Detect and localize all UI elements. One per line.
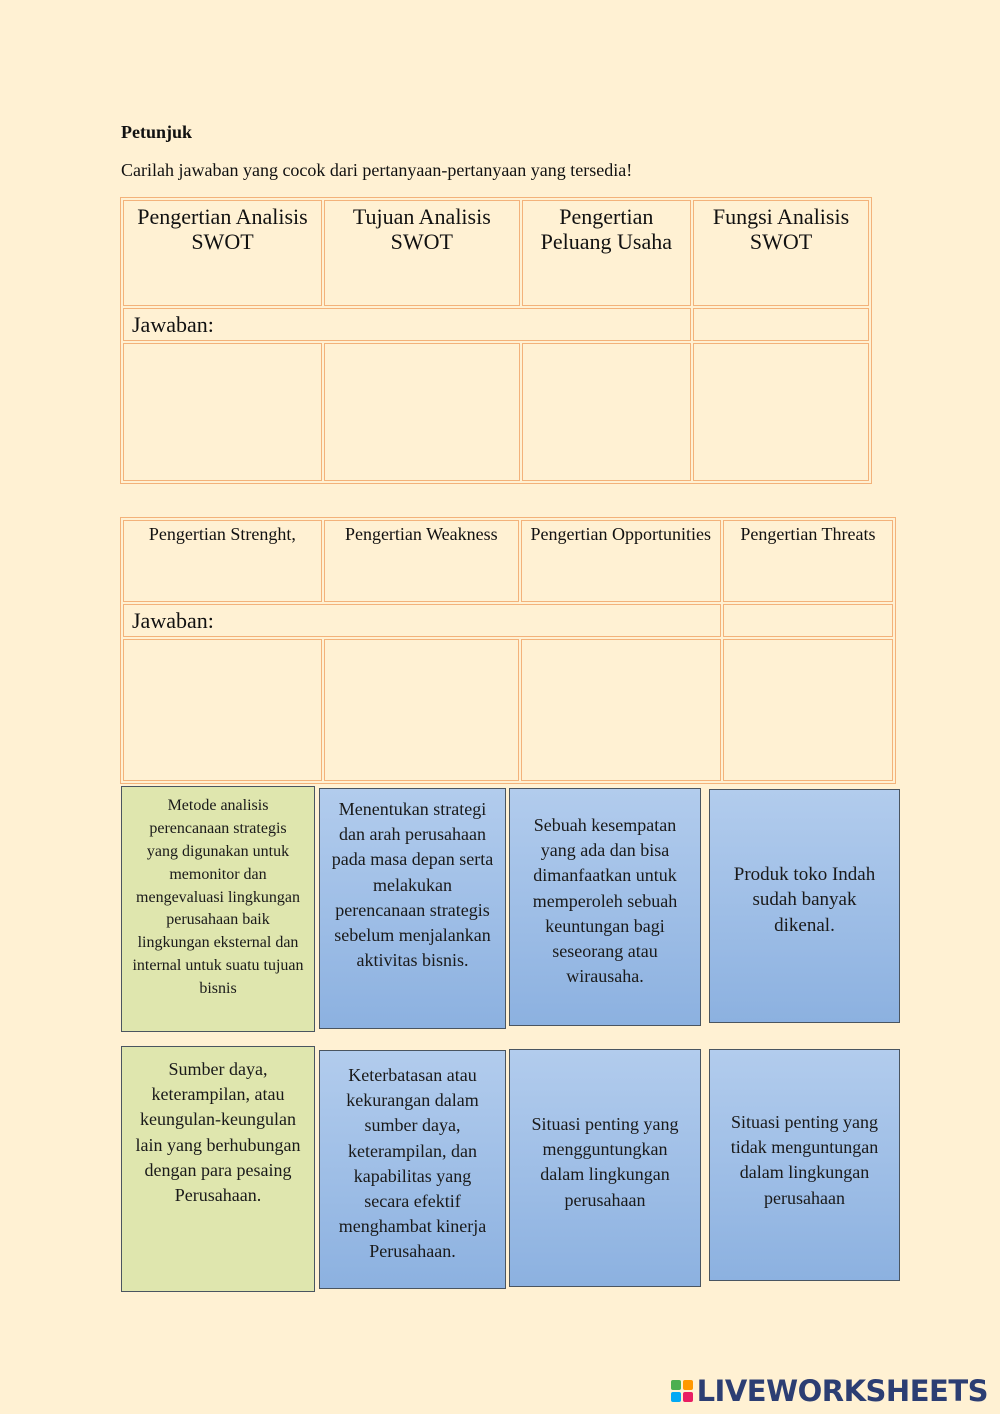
drop-zone[interactable] <box>693 343 869 481</box>
answer-card-text: Metode analisis perencanaan strategis yang digunakan untuk memonitor dan mengevaluasi lingkungan perusahaan baik lingkungan eksternal dan internal untuk suatu tujuan bisnis <box>132 797 304 997</box>
instruction-text: Carilah jawaban yang cocok dari pertanyaan-pertanyaan yang tersedia! <box>121 160 633 180</box>
answer-card[interactable] <box>509 788 701 1026</box>
header-pengertian-analisis-swot: Pengertian Analisis SWOT <box>123 200 322 306</box>
answer-card-text: Keterbatasan atau kekurangan dalam sumber daya, keterampilan, dan kapabilitas yang secara efektif menghambat kinerja Perusahaan. <box>338 1065 487 1262</box>
header-fungsi-analisis-swot: Fungsi Analisis SWOT <box>693 200 869 306</box>
answer-card[interactable] <box>319 1050 506 1289</box>
answer-card-text: Situasi penting yang mengguntungkan dalam lingkungan perusahaan <box>531 1114 679 1210</box>
answer-card[interactable] <box>319 788 506 1029</box>
drop-zone[interactable] <box>522 343 691 481</box>
answer-card-text: Sumber daya, keterampilan, atau keungulan-keungulan lain yang berhubungan dengan para pesaing Perusahaan. <box>135 1059 301 1205</box>
header-pengertian-threats: Pengertian Threats <box>723 520 893 602</box>
answer-table-2 <box>120 517 896 784</box>
answer-card[interactable] <box>121 1046 315 1292</box>
answer-card-text: Produk toko Indah sudah banyak dikenal. <box>733 864 876 936</box>
answer-card[interactable] <box>709 789 900 1023</box>
answer-table-1 <box>120 197 872 484</box>
logo-text: LIVEWORKSHEETS <box>696 1374 988 1408</box>
liveworksheets-logo <box>671 1375 988 1407</box>
drop-zone[interactable] <box>324 343 520 481</box>
answer-card[interactable] <box>709 1049 900 1281</box>
drop-zone[interactable] <box>123 639 322 781</box>
liveworksheets-logo-icon <box>671 1380 693 1402</box>
answer-label: Jawaban: <box>123 308 691 341</box>
header-pengertian-strength: Pengertian Strenght, <box>123 520 322 602</box>
drop-zone[interactable] <box>123 343 322 481</box>
answer-label-spacer <box>723 604 893 637</box>
drop-zone[interactable] <box>723 639 893 781</box>
header-tujuan-analisis-swot: Tujuan Analisis SWOT <box>324 200 520 306</box>
answer-card-text: Menentukan strategi dan arah perusahaan pada masa depan serta melakukan perencanaan strategis sebelum menjalankan aktivitas bisnis. <box>331 799 494 971</box>
answer-label: Jawaban: <box>123 604 721 637</box>
header-pengertian-peluang-usaha: Pengertian Peluang Usaha <box>522 200 691 306</box>
answer-card-text: Sebuah kesempatan yang ada dan bisa dimanfaatkan untuk memperoleh sebuah keuntungan bagi seseorang atau wirausaha. <box>532 815 678 987</box>
answer-card[interactable] <box>121 786 315 1032</box>
drop-zone[interactable] <box>324 639 519 781</box>
answer-card-text: Situasi penting yang tidak menguntungan dalam lingkungan perusahaan <box>730 1112 879 1208</box>
answer-label-spacer <box>693 308 869 341</box>
page-heading: Petunjuk <box>121 122 193 142</box>
drop-zone[interactable] <box>521 639 721 781</box>
answer-card[interactable] <box>509 1049 701 1287</box>
header-pengertian-weakness: Pengertian Weakness <box>324 520 519 602</box>
header-pengertian-opportunities: Pengertian Opportunities <box>521 520 721 602</box>
